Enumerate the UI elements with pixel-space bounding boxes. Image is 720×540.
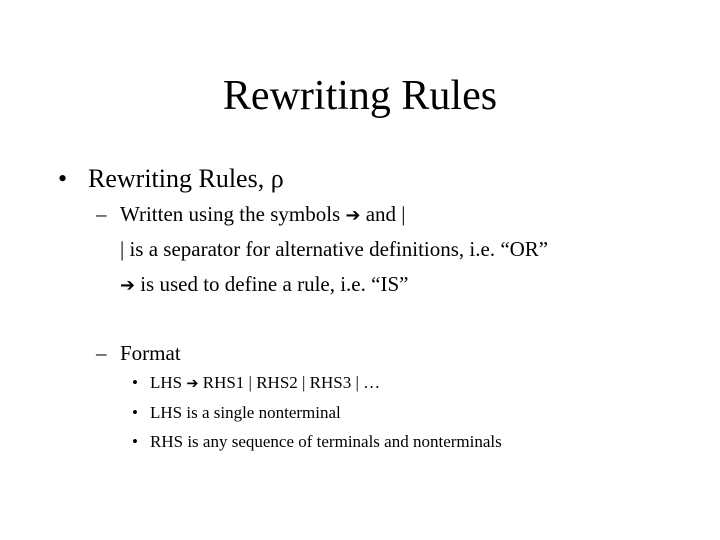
format-item-lhs-definition: LHS is a single nonterminal (150, 403, 341, 422)
format-item-production (150, 372, 380, 395)
sub-written-using-end: and | (360, 202, 406, 226)
separator-definition: | is a separator for alternative definitions, i.e. “OR” (120, 237, 549, 261)
sub-written-using-text: Written using the symbols (120, 202, 346, 226)
dash-marker: – (96, 202, 107, 226)
format-item-lhs: LHS (150, 373, 187, 392)
bullet-marker: • (132, 432, 138, 451)
format-item-rhs-definition: RHS is any sequence of terminals and nonterminals (150, 432, 502, 451)
sub-format: Format (120, 341, 181, 365)
bullet-marker: • (58, 164, 68, 193)
slide-title: Rewriting Rules (222, 73, 498, 119)
dash-marker: – (96, 341, 107, 365)
bullet-rewriting-rules: Rewriting Rules, ρ (88, 164, 284, 193)
arrow-definition (120, 271, 408, 299)
bullet-marker: • (132, 403, 138, 422)
sub-written-using (120, 201, 405, 229)
arrow-definition-text: is used to define a rule, i.e. “IS” (134, 272, 409, 296)
format-item-rhs: RHS1 | RHS2 | RHS3 | … (198, 373, 381, 392)
arrow-icon: ➔ (186, 376, 199, 392)
arrow-icon: ➔ (120, 275, 135, 296)
bullet-marker: • (132, 373, 138, 392)
arrow-icon: ➔ (345, 205, 361, 226)
